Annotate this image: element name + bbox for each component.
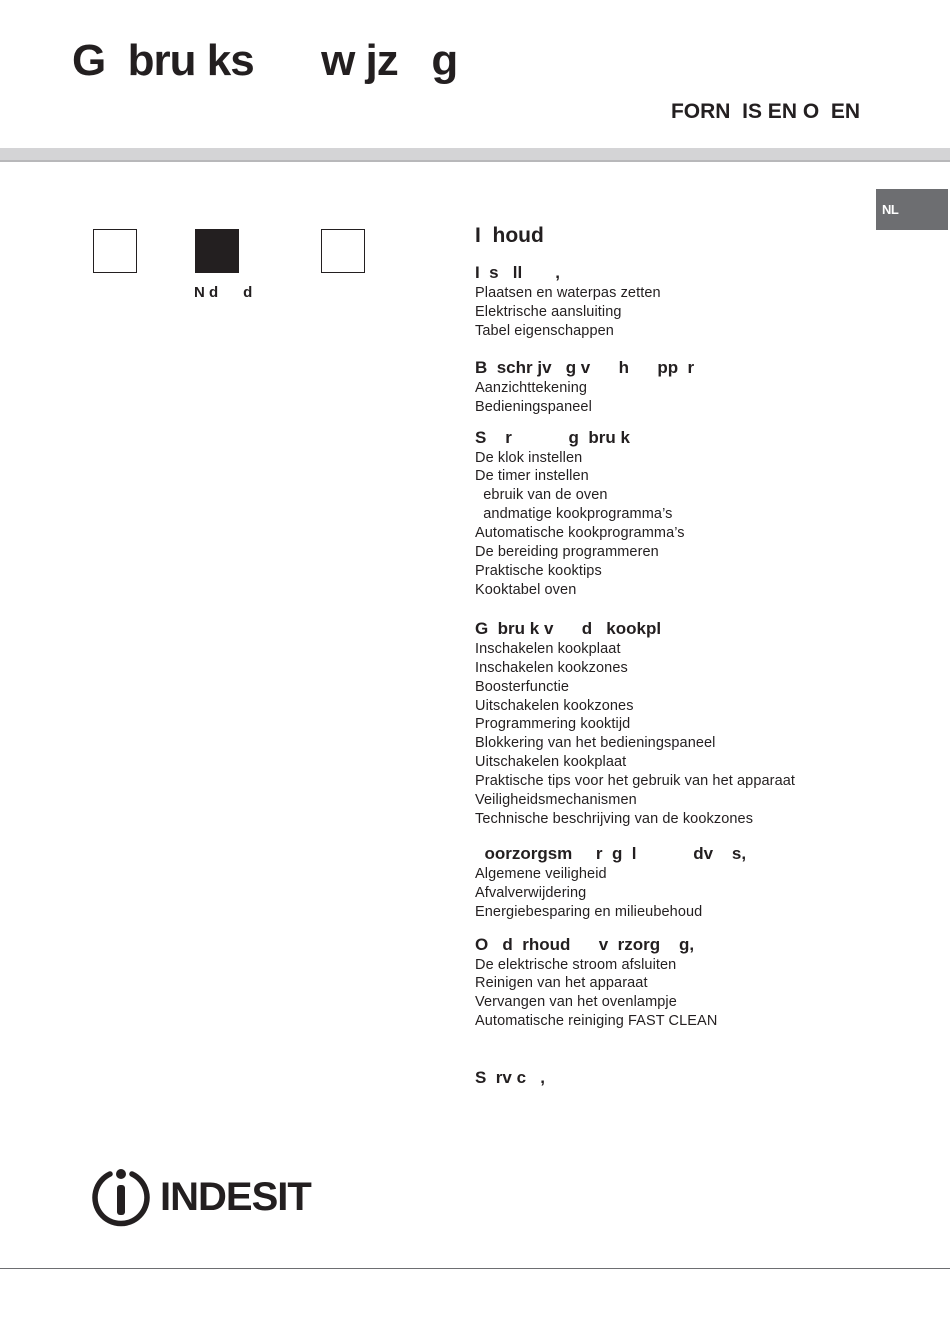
toc-item: Afvalverwijdering <box>475 884 587 901</box>
toc-item: Tabel eigenschappen <box>475 322 614 339</box>
toc-item: Praktische tips voor het gebruik van het apparaat <box>475 773 796 790</box>
toc-item: Algemene veiligheid <box>475 865 607 882</box>
toc-item: Praktische kooktips <box>475 562 602 579</box>
toc-item: ebruik van de oven <box>475 487 608 504</box>
toc-section-maintenance <box>475 934 875 1032</box>
toc-heading: I s ll , <box>475 263 561 282</box>
toc-item: De bereiding programmeren <box>475 544 659 561</box>
toc-heading: S rv c , <box>475 1068 545 1088</box>
toc-item: Plaatsen en waterpas zetten <box>475 285 661 301</box>
toc-section-service <box>475 1067 875 1089</box>
language-tab: NL <box>876 189 948 230</box>
toc-item: Inschakelen kookplaat <box>475 640 621 657</box>
toc-item: Blokkering van het bedieningspaneel <box>475 735 716 752</box>
model-checkbox-2-selected <box>195 229 239 273</box>
toc-item: Elektrische aansluiting <box>475 303 622 320</box>
footer-divider <box>0 1268 950 1269</box>
toc-item: Automatische kookprogramma’s <box>475 525 685 542</box>
toc-item: Energiebesparing en milieubehoud <box>475 903 703 920</box>
toc-item: Kooktabel oven <box>475 581 577 598</box>
toc-heading: G bru k v d kookpl <box>475 618 662 638</box>
page-title: G bru ks w jz g <box>72 36 458 85</box>
toc-item: Aanzichttekening <box>475 379 588 396</box>
model-checkbox-1 <box>93 229 137 273</box>
toc-section-precautions <box>475 843 875 922</box>
model-checkbox-3 <box>321 229 365 273</box>
toc-item: Bedieningspaneel <box>475 398 592 415</box>
indesit-logo <box>90 1166 311 1228</box>
indesit-logo-icon <box>90 1166 152 1228</box>
toc-section-installation <box>475 262 875 341</box>
toc-item: De elektrische stroom afsluiten <box>475 956 677 973</box>
toc-item: andmatige kookprogramma’s <box>475 506 673 523</box>
toc-section-start-use <box>475 427 875 600</box>
toc-item: Reinigen van het apparaat <box>475 975 648 992</box>
toc-section-description <box>475 357 875 417</box>
toc-item: Uitschakelen kookzones <box>475 697 634 714</box>
toc-title: I houd <box>475 224 544 247</box>
brand-name: INDESIT <box>160 1174 311 1219</box>
toc-item: Inschakelen kookzones <box>475 659 628 676</box>
toc-heading: O d rhoud v rzorg g, <box>475 934 695 954</box>
toc-heading: S r g bru k <box>475 427 630 447</box>
toc-heading: oorzorgsm r g l dv s, <box>475 843 747 863</box>
model-label: N d d <box>194 284 253 301</box>
toc-item: Vervangen van het ovenlampje <box>475 994 677 1011</box>
toc-item: Technische beschrijving van de kookzones <box>475 810 754 827</box>
toc-item: Veiligheidsmechanismen <box>475 792 637 809</box>
toc-item: Boosterfunctie <box>475 678 570 695</box>
toc-section-cooktop-use <box>475 618 875 829</box>
toc-item: De timer instellen <box>475 468 589 485</box>
toc-item: De klok instellen <box>475 449 583 466</box>
toc-item: Automatische reiniging FAST CLEAN <box>475 1013 718 1030</box>
appliance-type: FORN IS EN O EN <box>670 100 860 123</box>
header-divider <box>0 148 950 162</box>
table-of-contents <box>475 224 875 1103</box>
toc-item: Uitschakelen kookplaat <box>475 754 627 771</box>
toc-item: Programmering kooktijd <box>475 716 631 733</box>
toc-heading: B schr jv g v h pp r <box>475 357 695 377</box>
